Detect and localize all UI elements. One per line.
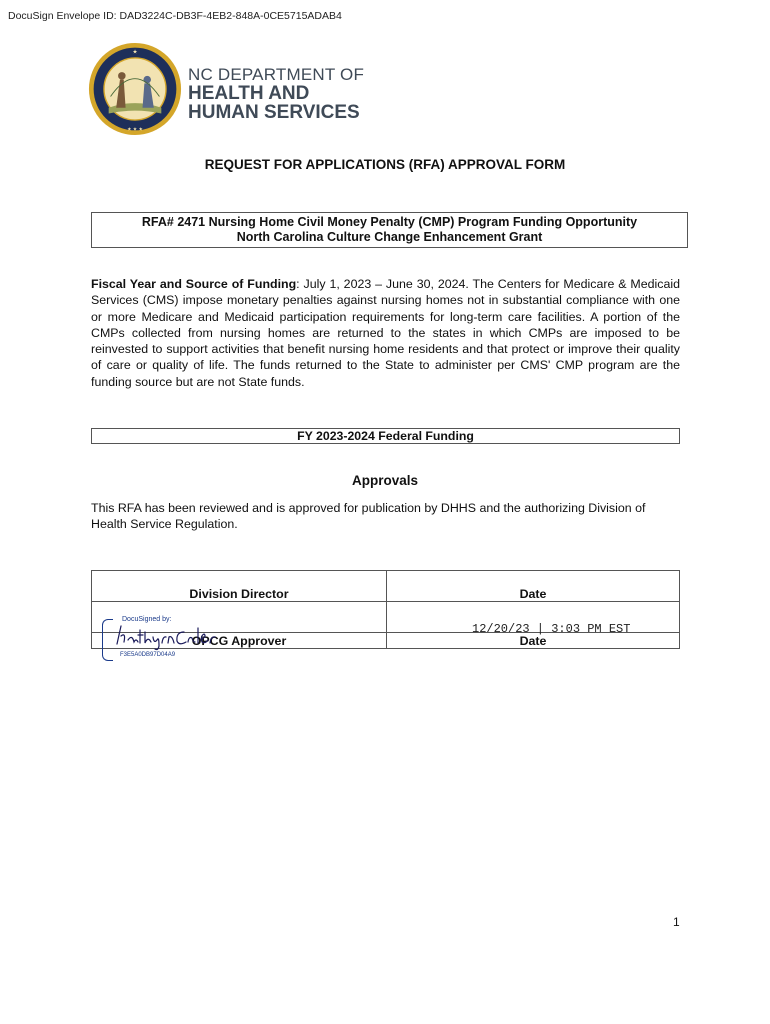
date-label-2: Date [387,633,680,649]
opcg-approver-label: OPCG Approver [92,633,387,649]
rfa-title-box [91,212,688,248]
fiscal-label: Fiscal Year and Source of Funding [91,277,297,291]
date-label-1: Date [519,587,547,601]
fiscal-paragraph [91,276,680,390]
rfa-title-line1: RFA# 2471 Nursing Home Civil Money Penalty (CMP) Program Funding Opportunity [141,215,638,229]
division-director-label: Division Director [189,587,289,601]
rfa-title-line2: North Carolina Culture Change Enhancement Grant [236,230,543,244]
approvals-heading: Approvals [351,473,419,488]
funding-box: FY 2023-2024 Federal Funding [91,428,680,444]
page-number: 1 [673,915,680,929]
dept-line-2: HEALTH AND [188,83,310,104]
approvals-text: This RFA has been reviewed and is approved for publication by DHHS and the authorizing Division of Health Service Regulation. [91,501,646,532]
svg-text:★ ★ ★: ★ ★ ★ [127,127,143,133]
docusign-envelope-id: DocuSign Envelope ID: DAD3224C-DB3F-4EB2-848A-0CE5715ADAB4 [8,10,342,22]
department-name [188,66,364,122]
division-director-cell [92,571,387,602]
docusigned-by-label: DocuSigned by: [122,616,172,623]
docusign-code: F3E5A0DB97D04A9 [120,652,176,658]
svg-text:★: ★ [132,49,138,56]
dept-line-3: HUMAN SERVICES [188,102,360,123]
dept-line-1: NC DEPARTMENT OF [188,65,365,84]
fiscal-text: : July 1, 2023 – June 30, 2024. The Centers for Medicare & Medicaid Services (CMS) impose monetary penalties against nursing homes not in substantial compliance with one or more Medicare and Medicaid participation requirements for long-term care facilities. A portion of the CMPs collected from nursing homes are returned to the states in which CMPs are imposed to be reinvested to support activities that benefit nursing home residents and that protect or improve their quality of care or quality of life. The funds returned to the State to administer per CMS' CMP program are the funding source but are not State funds. [91,277,680,389]
form-title: REQUEST FOR APPLICATIONS (RFA) APPROVAL FORM [204,157,566,172]
signature-date-value: 12/20/23 | 3:03 PM EST [472,622,631,636]
date-cell-1 [387,571,680,602]
nc-state-seal-logo [88,42,182,136]
handwritten-signature [112,622,222,652]
